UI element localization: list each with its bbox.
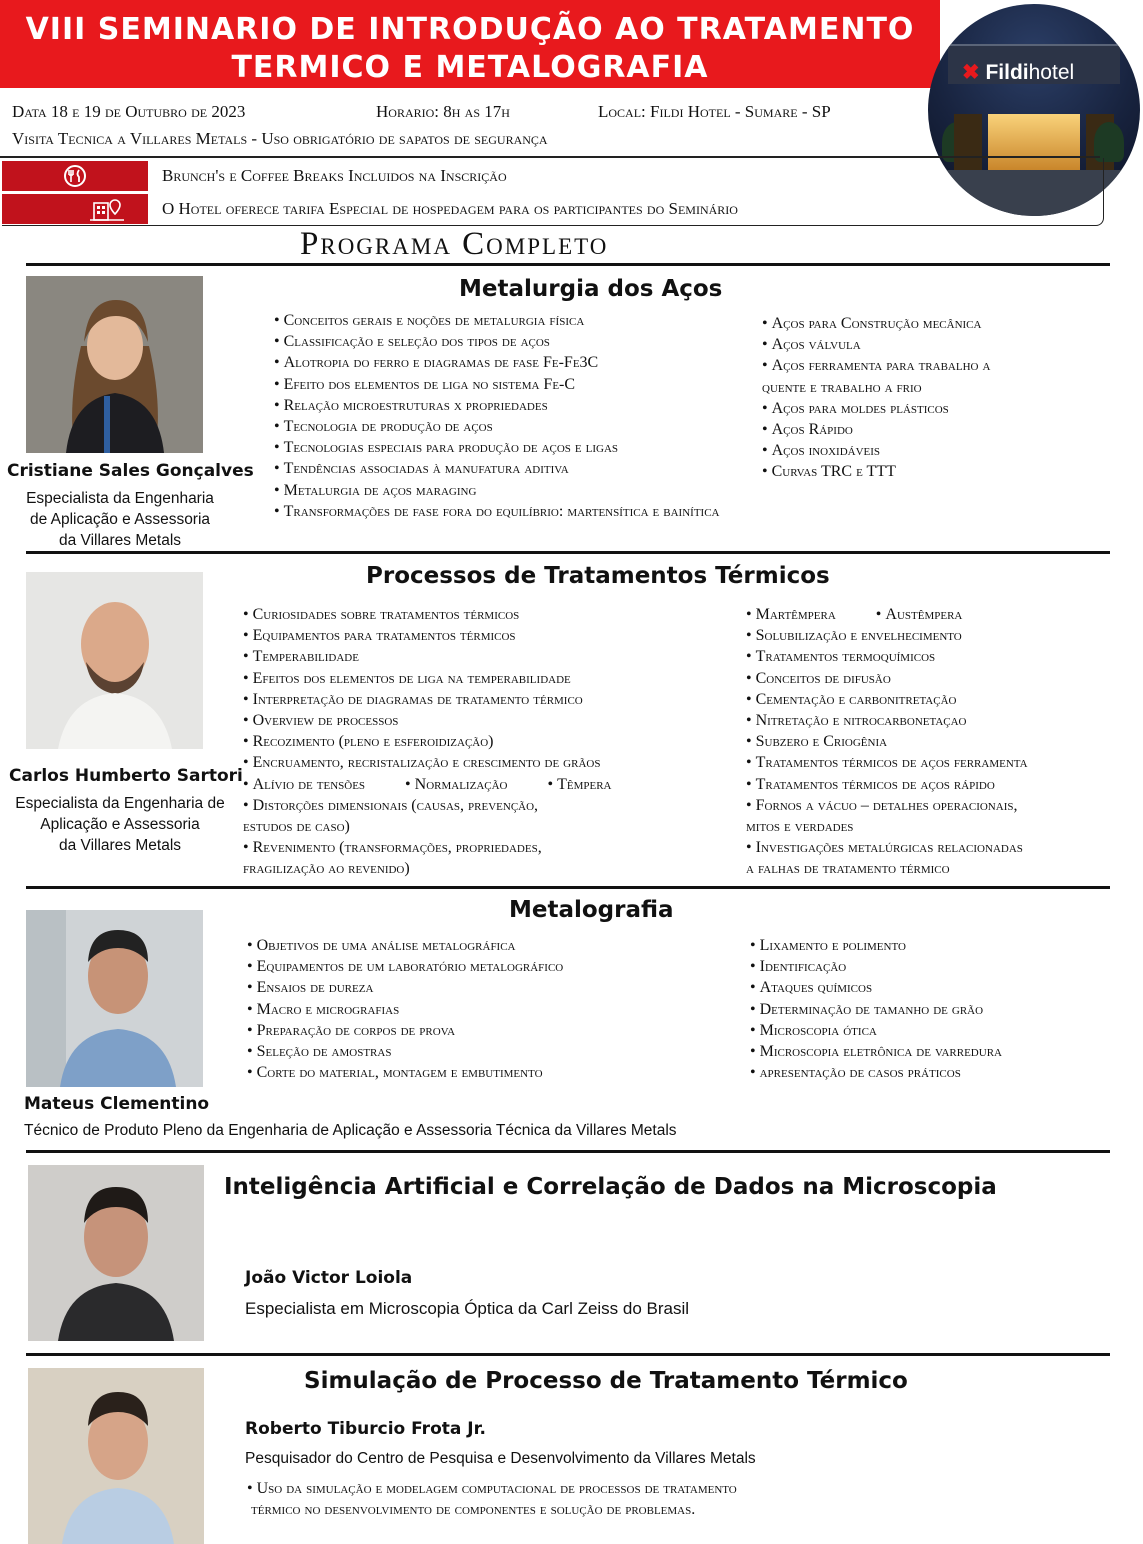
list-item: • Martêmpera [746,606,836,623]
speaker-role: Especialista em Microscopia Óptica da Carl Zeiss do Brasil [245,1299,690,1318]
meal-icon-box [2,161,148,191]
speaker-photo-roberto [28,1368,204,1544]
list-item: • Equipamentos de um laboratório metalográfico [247,956,563,977]
list-item: • apresentação de casos práticos [750,1062,1002,1083]
list-item: • Normalização [405,776,507,793]
speaker-photo-carlos [26,572,203,749]
list-item: • Determinação de tamanho de grão [750,999,1002,1020]
list-item: • Nitretação e nitrocarbonetaçao [746,710,1028,731]
hotel-icon-box [2,194,148,224]
list-item: • Transformações de fase fora do equilíbrio: martensítica e bainítica [274,501,719,522]
list-item: • Recozimento (pleno e esferoidização) [243,731,612,752]
list-item: • Austêmpera [876,606,963,623]
list-item: • Alotropia do ferro e diagramas de fase Fe-Fe3C [274,352,719,373]
hotel-logo: ✖ Fildihotel [962,61,1075,84]
topic-list-left [247,935,563,1083]
list-item: • Conceitos de difusão [746,668,1028,689]
list-item: • Ataques químicos [750,977,1002,998]
list-item: • Fornos a vácuo – detalhes operacionais, [746,795,1028,816]
list-item: • Equipamentos para tratamentos térmicos [243,625,612,646]
speaker-role: Pesquisador do Centro de Pesquisa e Desenvolvimento da Villares Metals [245,1450,756,1467]
list-item: • Encruamento, recristalização e crescimento de grãos [243,752,612,773]
speaker-photo-cristiane [26,276,203,453]
list-item: • Preparação de corpos de prova [247,1020,563,1041]
list-item: • Macro e micrografias [247,999,563,1020]
list-item: • Alívio de tensões [243,776,365,793]
list-item: • Aços ferramenta para trabalho a [762,355,990,376]
list-item-continuation: mitos e verdades [746,818,854,836]
speaker-name: Carlos Humberto Sartori [9,766,243,786]
list-item: • Subzero e Criogênia [746,731,1028,752]
list-item-continuation: a falhas de tratamento térmico [746,860,950,878]
list-item: • Tecnologias especiais para produção de aços e ligas [274,437,719,458]
list-item: • Seleção de amostras [247,1041,563,1062]
title-banner [0,0,940,88]
section-divider [26,1150,1110,1153]
section-title-ia: Inteligência Artificial e Correlação de Dados na Microscopia [224,1174,997,1200]
section-title-metalurgia: Metalurgia dos Aços [459,276,723,302]
list-row-inline [243,774,612,795]
event-date: Data 18 e 19 de Outubro de 2023 [12,102,246,121]
list-item: • Aços Rápido [762,419,990,440]
list-item-continuation: térmico no desenvolvimento de componentes e solução de problemas. [251,1501,696,1519]
topic-list-left [274,310,719,522]
topic-list-left [243,604,612,880]
list-item: • Tratamentos térmicos de aços rápido [746,774,1028,795]
speaker-photo-mateus [26,910,203,1087]
event-time: Horario: 8h as 17h [376,102,510,121]
program-title: Programa Completo [300,226,609,262]
speaker-name: Mateus Clementino [24,1094,210,1114]
perk-brunch: Brunch's e Coffee Breaks Incluidos na Inscrição [162,166,507,185]
section-divider [26,551,1110,554]
perk-hotel-rate: O Hotel oferece tarifa Especial de hospedagem para os participantes do Seminário [162,199,738,218]
speaker-name: João Victor Loiola [245,1268,413,1288]
title-line-1: VIII SEMINARIO DE INTRODUÇÃO AO TRATAMENTO [25,12,915,47]
speaker-name: Cristiane Sales Gonçalves [7,461,254,481]
list-item: • Cementação e carbonitretação [746,689,1028,710]
list-item: • Investigações metalúrgicas relacionadas [746,837,1028,858]
list-row-inline [746,604,1028,625]
list-item: • Microscopia ótica [750,1020,1002,1041]
section-title-simulacao: Simulação de Processo de Tratamento Térmico [304,1368,908,1394]
list-item: • Efeito dos elementos de liga no sistema Fe-C [274,374,719,395]
utensils-icon [60,164,90,188]
list-item: • Efeitos dos elementos de liga na temperabilidade [243,668,612,689]
title-line-2: TERMICO E METALOGRAFIA [231,50,709,85]
section-divider [26,1353,1110,1356]
list-item: • Lixamento e polimento [750,935,1002,956]
list-item: • Distorções dimensionais (causas, prevenção, [243,795,612,816]
list-item: • Tecnologia de produção de aços [274,416,719,437]
section-divider [26,886,1110,889]
topic-list-right [762,313,990,483]
list-item: • Tendências associadas à manufatura aditiva [274,458,719,479]
list-item: • Classificação e seleção dos tipos de aços [274,331,719,352]
list-item: • Overview de processos [243,710,612,731]
list-item: • Conceitos gerais e noções de metalurgia física [274,310,719,331]
list-item: • Corte do material, montagem e embutimento [247,1062,563,1083]
list-item: • Objetivos de uma análise metalográfica [247,935,563,956]
topic-list [247,1478,737,1520]
speaker-role: Técnico de Produto Pleno da Engenharia de Aplicação e Assessoria Técnica da Villares Metals [24,1122,677,1139]
event-location: Local: Fildi Hotel - Sumare - SP [598,102,831,121]
topic-list-right [750,935,1002,1083]
list-item: • Revenimento (transformações, propriedades, [243,837,612,858]
fildi-logo-icon: ✖ [962,61,980,84]
list-item: • Tratamentos termoquímicos [746,646,1028,667]
list-item: • Identificação [750,956,1002,977]
topic-list-right [746,604,1028,880]
list-item: • Temperabilidade [243,646,612,667]
list-item: • Aços inoxidáveis [762,440,990,461]
section-title-metalografia: Metalografia [509,897,674,923]
list-item: • Tratamentos térmicos de aços ferramenta [746,752,1028,773]
list-item-continuation: estudos de caso) [243,818,350,836]
speaker-name: Roberto Tiburcio Frota Jr. [245,1419,487,1439]
list-item: • Metalurgia de aços maraging [274,480,719,501]
list-item: • Aços para moldes plásticos [762,398,990,419]
speaker-photo-joao [28,1165,204,1341]
list-item: • Interpretação de diagramas de tratamento térmico [243,689,612,710]
speaker-role: Especialista da Engenharia de Aplicação e Assessoria da Villares Metals [26,490,214,549]
list-item: • Relação microestruturas x propriedades [274,395,719,416]
technical-visit-note: Visita Tecnica a Villares Metals - Uso obrigatório de sapatos de segurança [12,129,548,148]
list-item-continuation: fragilização ao revenido) [243,860,410,878]
list-item: • Microscopia eletrônica de varredura [750,1041,1002,1062]
section-title-tratamentos: Processos de Tratamentos Térmicos [366,563,830,589]
hotel-icon [90,197,124,221]
list-item: • Ensaios de dureza [247,977,563,998]
list-item-continuation: quente e trabalho a frio [762,378,922,396]
list-item: • Uso da simulação e modelagem computacional de processos de tratamento [247,1478,737,1499]
list-item: • Curvas TRC e TTT [762,461,990,482]
list-item: • Aços válvula [762,334,990,355]
section-divider [26,263,1110,266]
list-item: • Curiosidades sobre tratamentos térmicos [243,604,612,625]
list-item: • Solubilização e envelhecimento [746,625,1028,646]
list-item: • Têmpera [548,776,612,793]
list-item: • Aços para Construção mecânica [762,313,990,334]
speaker-role: Especialista da Engenharia de Aplicação e Assessoria da Villares Metals [15,795,225,854]
